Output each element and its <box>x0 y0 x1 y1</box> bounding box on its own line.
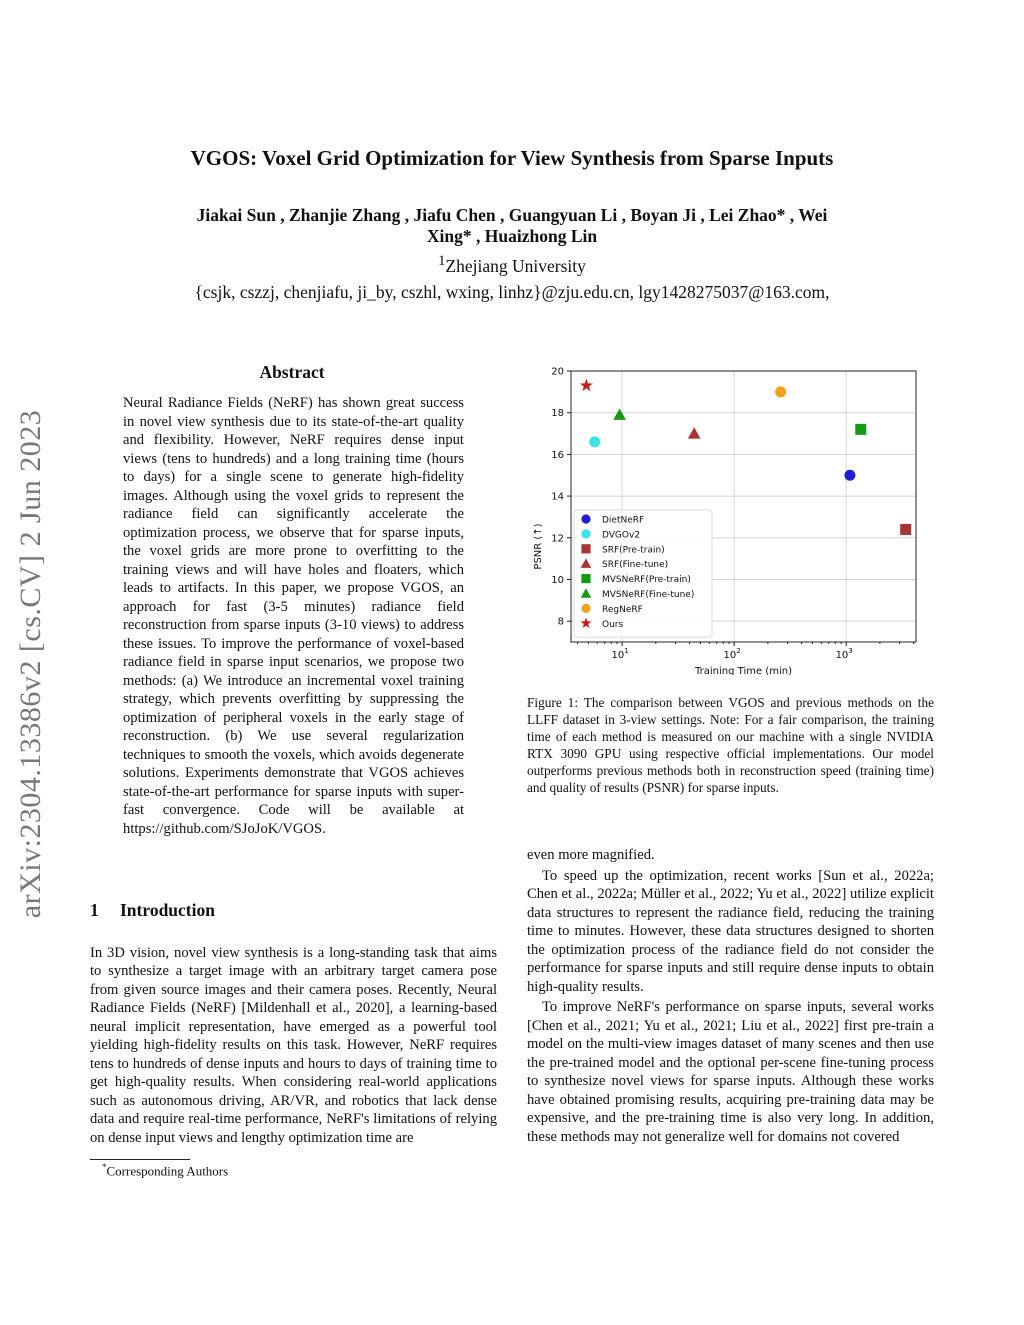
y-tick-label: 10 <box>551 574 564 586</box>
footnote-text: Corresponding Authors <box>106 1163 229 1179</box>
data-point-dietnerf <box>844 470 855 481</box>
section-title: Introduction <box>120 900 215 920</box>
affiliation-name: Zhejiang University <box>445 255 586 276</box>
data-point-srf-pre-train <box>900 524 911 535</box>
figure-1-caption: Figure 1: The comparison between VGOS and previous methods on the LLFF dataset in 3-view settings. Note: For a fair comparison, the training time of each method is measured on our machine with a single NVIDIA RTX 3090 GPU using respective official implementations. Our model outperforms previous methods both in reconstruction speed (training time) and quality of results (PSNR) for sparse inputs. <box>527 695 934 795</box>
abstract-body <box>123 394 464 838</box>
abstract-heading: Abstract <box>259 362 325 382</box>
legend-marker <box>581 604 590 613</box>
legend-marker <box>581 544 590 553</box>
x-axis-label: Training Time (min) <box>695 666 792 675</box>
data-point-regnerf <box>775 386 786 397</box>
paper-title: VGOS: Voxel Grid Optimization for View Synthesis from Sparse Inputs <box>190 146 834 170</box>
introduction-body <box>90 929 497 1162</box>
data-point-dvgov2 <box>589 436 600 447</box>
legend-marker <box>581 574 590 583</box>
x-tick-label: $10^2$ <box>723 647 741 661</box>
legend-label: DVGOv2 <box>602 530 641 541</box>
y-axis-label: PSNR (↑) <box>533 523 544 570</box>
legend-label: RegNeRF <box>602 604 643 615</box>
affiliation-mark: 1 <box>438 253 446 269</box>
legend-box <box>574 510 712 637</box>
paragraph-2: To speed up the optimization, recent works [Sun et al., 2022a; Chen et al., 2022a; Müller et al., 2022; Yu et al., 2022] utilize explicit data structures to represent the radiance field, reducing the training time to minutes. However, these data structures designed to shorten the optimization process of the radiance field do not consider the performance for sparse inputs and still require dense inputs to obtain high-quality results. <box>527 867 934 995</box>
data-point-mvsnerf-fine-tune <box>613 408 626 419</box>
figure-1-chart <box>529 365 929 675</box>
legend-marker <box>581 529 590 538</box>
footnote-mark: * <box>102 1162 107 1172</box>
paragraph-3: To improve NeRF's performance on sparse inputs, several works [Chen et al., 2021; Yu et al., 2021; Liu et al., 2022] first pre-train a model on the multi-view images dataset of many scenes and then use the pre-trained model and the optional per-scene fine-tuning process to synthesize novel views for sparse inputs. Although these works have obtained promising results, acquiring pre-training data may be expensive, and the pre-training time is also very long. In addition, these methods may not generalize well for domains not covered <box>527 999 934 1145</box>
introduction-text: In 3D vision, novel view synthesis is a long-standing task that aims to synthesize a target image with an arbitrary target camera pose from given source images and their camera poses. Recently, Neural Radiance Fields (NeRF) [Mildenhall et al., 2020], a learning-based neural implicit representation, have emerged as a powerful tool yielding high-fidelity results on this task. However, NeRF requires tens to hundreds of dense inputs and hours to days of training time to get high-quality results. When considering real-world applications such as autonomous driving, AR/VR, and robotics that lack dense data and require real-time performance, NeRF's limitations of relying on dense input views and lengthy optimization time are <box>90 944 497 1146</box>
legend-label: MVSNeRF(Pre-train) <box>602 575 691 586</box>
data-point-mvsnerf-pre-train <box>855 424 866 435</box>
legend-marker <box>581 514 590 523</box>
y-tick-label: 14 <box>551 491 564 503</box>
x-tick-label: $10^3$ <box>835 647 853 661</box>
legend-label: SRF(Fine-tune) <box>602 560 669 571</box>
y-tick-label: 12 <box>551 533 564 545</box>
footnote <box>102 1162 228 1179</box>
legend-label: Ours <box>602 619 624 630</box>
legend-label: MVSNeRF(Fine-tune) <box>602 590 695 600</box>
author-list-line-2: Xing* , Huaizhong Lin <box>426 226 598 246</box>
section-number: 1 <box>90 900 99 920</box>
legend-label: DietNeRF <box>602 515 645 526</box>
footnote-divider <box>90 1159 190 1160</box>
author-emails: {csjk, cszzj, chenjiafu, ji_by, cszhl, wxing, linhz}@zju.edu.cn, lgy1428275037@163.com, <box>194 282 830 302</box>
legend-label: SRF(Pre-train) <box>602 545 665 556</box>
author-list-line-1: Jiakai Sun , Zhanjie Zhang , Jiafu Chen , Guangyuan Li , Boyan Ji , Lei Zhao* , Wei <box>196 205 828 225</box>
y-tick-label: 18 <box>551 408 564 420</box>
y-tick-label: 20 <box>551 366 564 378</box>
author-list <box>140 205 884 247</box>
y-tick-label: 8 <box>557 616 564 628</box>
scatter-plot <box>529 365 929 675</box>
abstract-text: Neural Radiance Fields (NeRF) has shown great success in novel view synthesis due to its state-of-the-art quality and flexibility. However, NeRF requires dense input views (tens to hundreds) and a long training time (hours to days) for a single scene to generate high-fidelity images. Although using the voxel grids to represent the radiance field can significantly accelerate the optimization process, we observe that for sparse inputs, the voxel grids are more prone to overfitting to the training views and will have holes and floaters, which leads to artifacts. In this paper, we propose VGOS, an approach for fast (3-5 minutes) radiance field reconstruction from sparse inputs (3-10 views) to address these issues. To improve the performance of voxel-based radiance field in sparse input scenarios, we propose two methods: (a) We introduce an incremental voxel training strategy, which prevents overfitting by suppressing the optimization of peripheral voxels in the early stage of reconstruction. (b) We use several regularization techniques to smooth the voxels, which avoids degenerate solutions. Experiments demonstrate that VGOS achieves state-of-the-art performance for sparse inputs with super-fast convergence. Code will be available at https://github.com/SJoJoK/VGOS. <box>123 395 464 837</box>
affiliation <box>0 253 1024 277</box>
paragraph-1: even more magnified. <box>527 847 655 863</box>
y-tick-label: 16 <box>551 449 564 461</box>
arxiv-identifier: arXiv:2304.13386v2 [cs.CV] 2 Jun 2023 <box>14 409 47 919</box>
arxiv-sidebar <box>6 364 56 964</box>
section-heading-introduction <box>90 900 215 921</box>
x-tick-label: $10^1$ <box>611 647 629 661</box>
data-point-srf-fine-tune <box>688 427 701 438</box>
right-column-body <box>527 846 934 1146</box>
data-point-ours <box>580 379 593 392</box>
